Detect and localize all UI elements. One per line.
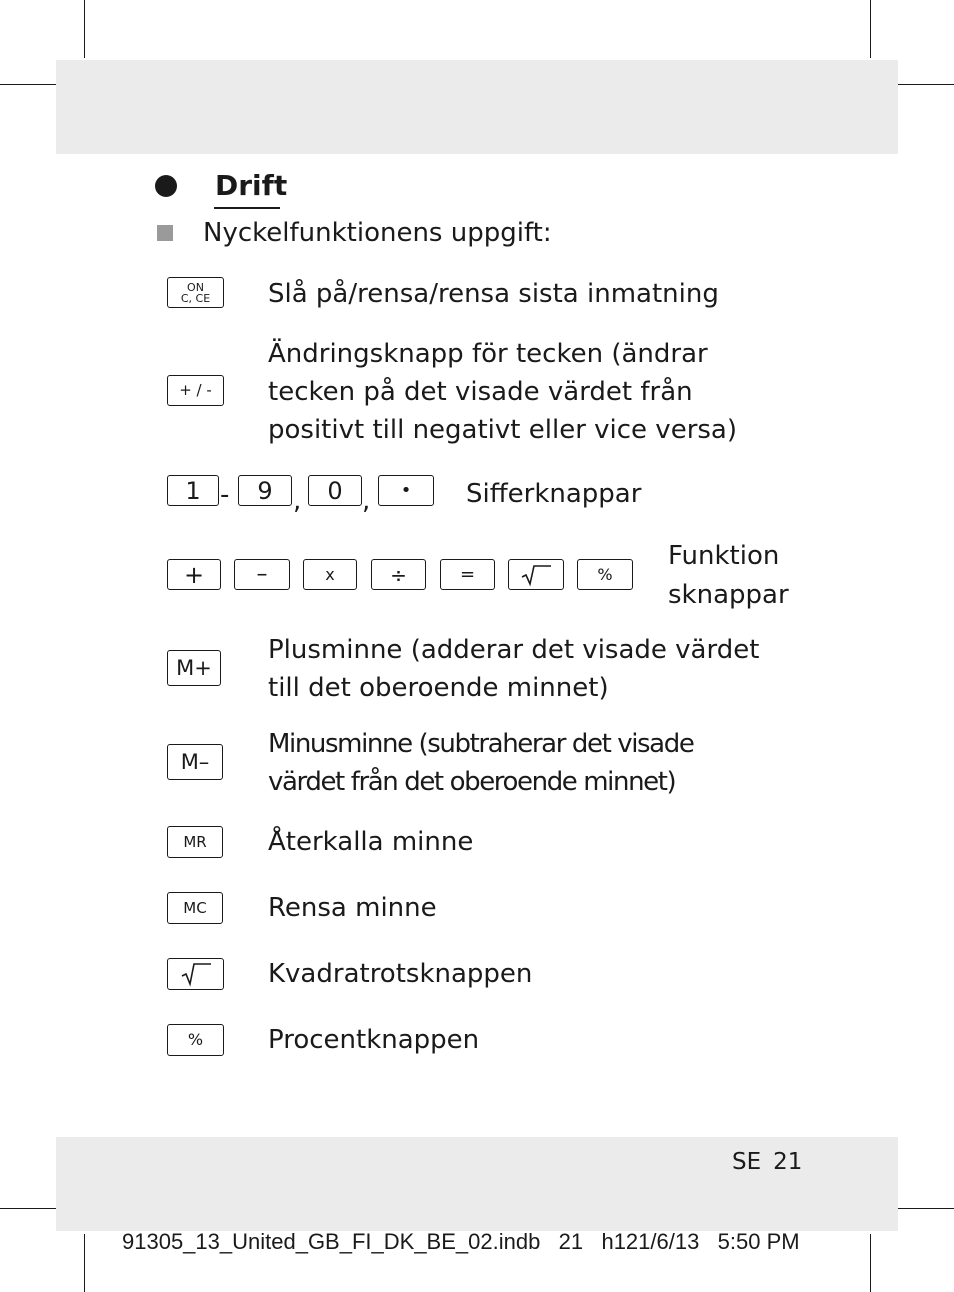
crop-mark	[870, 1234, 871, 1292]
equals-key-label: =	[459, 563, 476, 585]
square-root-symbol-icon	[178, 961, 214, 987]
memory-clear-key-icon	[167, 892, 223, 924]
minus-key-label: –	[256, 561, 268, 587]
comma-separator: ,	[293, 486, 302, 516]
percent-key-label: %	[597, 564, 613, 584]
divide-key-icon	[371, 559, 426, 590]
square-root-key-icon	[167, 958, 224, 990]
title-underline	[214, 207, 280, 209]
crop-mark	[896, 84, 954, 85]
subheading-text: Nyckelfunktionens uppgift:	[203, 218, 552, 248]
crop-mark	[870, 0, 871, 58]
multiply-key-icon	[303, 559, 357, 590]
digit-nine-label: 9	[257, 476, 273, 505]
digit-nine-key-icon	[238, 475, 292, 506]
crop-mark	[0, 1208, 58, 1209]
function-keys-description-line2: sknappar	[668, 580, 789, 610]
memory-plus-description-line2: till det oberoende minnet)	[268, 673, 609, 703]
digit-zero-key-icon	[308, 475, 362, 506]
percent-key-icon	[577, 559, 633, 590]
memory-minus-key-icon	[167, 744, 223, 780]
minus-key-icon	[234, 559, 290, 590]
digit-one-label: 1	[185, 476, 201, 505]
memory-recall-description: Återkalla minne	[268, 827, 474, 857]
section-title-text: Drift	[215, 169, 288, 202]
percent-description: Procentknappen	[268, 1025, 480, 1055]
sqrt-symbol-icon	[518, 563, 554, 587]
crop-mark	[84, 1234, 85, 1292]
square-root-description: Kvadratrotsknappen	[268, 959, 533, 989]
range-separator: -	[220, 480, 230, 510]
memory-recall-key-icon	[167, 826, 223, 858]
on-clear-key-icon	[167, 277, 224, 308]
header-band	[56, 60, 898, 154]
comma-separator: ,	[362, 486, 371, 516]
bullet-icon	[155, 175, 177, 197]
digit-zero-label: 0	[327, 476, 343, 505]
memory-clear-description: Rensa minne	[268, 893, 437, 923]
memory-minus-key-label: M–	[180, 749, 210, 774]
memory-plus-key-label: M+	[176, 655, 212, 680]
sign-key-description-line2: tecken på det visade värdet från	[268, 377, 693, 407]
crop-mark	[0, 84, 58, 85]
sqrt-key-icon	[508, 559, 564, 590]
memory-plus-description-line1: Plusminne (adderar det visade värdet	[268, 635, 760, 665]
sign-key-description-line1: Ändringsknapp för tecken (ändrar	[268, 339, 708, 369]
print-slug: 91305_13_United_GB_FI_DK_BE_02.indb 21 h121/6/13 5:50 PM	[122, 1229, 800, 1254]
percent-standalone-label: %	[187, 1030, 204, 1049]
divide-key-label: ÷	[390, 562, 407, 587]
sign-key-description-line3: positivt till negativt eller vice versa)	[268, 415, 738, 445]
decimal-key-label: •	[400, 479, 412, 501]
memory-clear-key-label: MC	[183, 898, 207, 917]
page-number	[732, 1149, 802, 1175]
plus-key-label: +	[183, 560, 205, 589]
function-keys-description-line1: Funktion	[668, 541, 780, 571]
sign-key-label: + / -	[179, 381, 212, 399]
square-bullet-icon	[157, 225, 173, 241]
memory-recall-key-label: MR	[183, 832, 207, 851]
memory-plus-key-icon	[167, 650, 221, 686]
percent-key-icon-standalone	[167, 1024, 224, 1056]
crop-mark	[84, 0, 85, 58]
memory-minus-description-line2: värdet från det oberoende minnet)	[268, 767, 676, 797]
decimal-key-icon	[378, 475, 434, 506]
on-key-label: ON	[187, 280, 204, 294]
digit-keys-description: Sifferknappar	[466, 479, 642, 509]
sign-key-icon	[167, 375, 224, 406]
language-code: SE	[732, 1149, 762, 1175]
on-key-description: Slå på/rensa/rensa sista inmatning	[268, 279, 719, 309]
plus-key-icon	[167, 559, 221, 590]
digit-one-key-icon	[167, 475, 219, 506]
page-number-value: 21	[773, 1149, 803, 1175]
multiply-key-label: x	[325, 564, 335, 584]
clear-key-label: C, CE	[180, 291, 211, 305]
crop-mark	[896, 1208, 954, 1209]
memory-minus-description-line1: Minusminne (subtraherar det visade	[268, 729, 694, 759]
equals-key-icon	[440, 559, 495, 590]
